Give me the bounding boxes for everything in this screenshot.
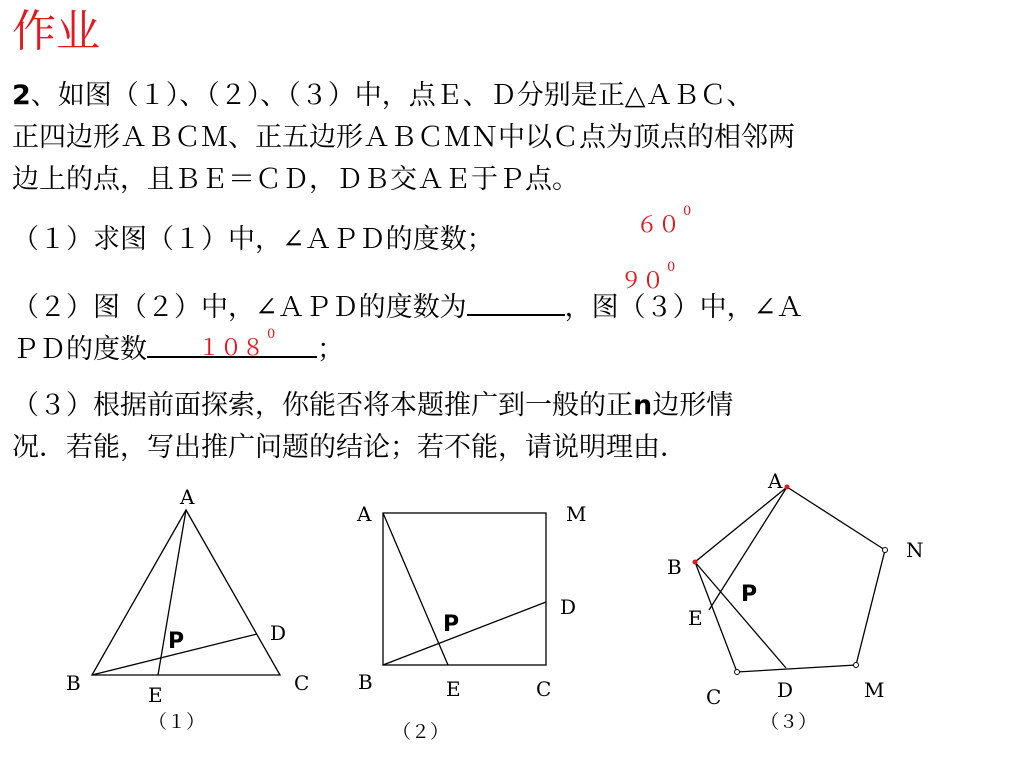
fig2-label-m: M xyxy=(566,502,587,526)
square-abcm xyxy=(383,513,546,665)
fig1-caption: （１） xyxy=(148,711,206,733)
fig2-label-p: P xyxy=(443,612,460,637)
fig3-label-m: M xyxy=(864,678,885,702)
vertex-dot-c xyxy=(735,670,740,675)
vertex-dot-a xyxy=(785,485,790,490)
figure-3-pentagon xyxy=(695,487,885,672)
figure-1-equilateral-triangle xyxy=(92,510,280,675)
fig1-label-p: P xyxy=(168,629,185,654)
fig1-label-a: A xyxy=(180,485,195,509)
fig3-caption: （３） xyxy=(760,711,818,733)
fig3-label-a: A xyxy=(768,469,783,493)
triangle-abc xyxy=(92,510,280,675)
vertex-dot-m xyxy=(854,663,859,668)
fig1-label-c: C xyxy=(294,671,310,695)
fig1-label-e: E xyxy=(148,683,163,707)
fig1-label-b: B xyxy=(66,671,81,695)
fig3-label-e: E xyxy=(688,606,703,630)
question-2-line-2: ＰＤ的度数 ； xyxy=(12,326,344,370)
vertex-dot-b xyxy=(693,560,698,565)
problem-line-2: 正四边形ＡＢＣＭ、正五边形ＡＢＣＭＮ中以Ｃ点为顶点的相邻两 xyxy=(12,122,795,153)
fig3-label-b: B xyxy=(667,555,682,579)
answer-q2-fig2: $90^0$ xyxy=(620,260,676,294)
segment-bd-2 xyxy=(383,602,546,665)
problem-line-3: 边上的点，且ＢＥ＝ＣＤ，ＤＢ交ＡＥ于Ｐ点。 xyxy=(12,164,579,195)
page-title: 作业 xyxy=(12,6,100,57)
question-1: （１）求图（１）中，∠ＡＰＤ的度数； xyxy=(12,224,494,255)
fig2-caption: （２） xyxy=(392,721,450,743)
fig3-label-p: P xyxy=(741,582,758,607)
fig2-label-b: B xyxy=(358,670,373,694)
segment-ae-2 xyxy=(383,513,448,665)
pentagon-vertex-dots xyxy=(693,485,888,675)
problem-number: 2 xyxy=(12,80,31,111)
fig1-label-d: D xyxy=(270,621,287,645)
answer-q2-fig3: $108^0$ xyxy=(198,327,276,361)
fig2-label-a: A xyxy=(357,502,372,526)
fig2-label-c: C xyxy=(536,677,552,701)
problem-text-1: 、如图（１）、（２）、（３）中，点Ｅ、Ｄ分别是正△ＡＢＣ、 xyxy=(30,80,754,111)
vertex-dot-n xyxy=(883,548,888,553)
figure-2-square xyxy=(383,513,546,665)
fig2-label-e: E xyxy=(446,677,461,701)
question-3-line-2: 况．若能，写出推广问题的结论；若不能，请说明理由． xyxy=(12,432,687,463)
segment-bd-3 xyxy=(695,562,786,668)
answer-q1: $60^0$ xyxy=(636,204,692,238)
fig3-label-d: D xyxy=(777,678,794,702)
fig3-label-c: C xyxy=(706,685,722,709)
question-2-line-1: （２）图（２）中，∠ＡＰＤ的度数为 ，图（３）中，∠Ａ xyxy=(12,284,803,328)
fig2-label-d: D xyxy=(560,595,577,619)
fig3-label-n: N xyxy=(906,538,924,562)
pentagon-abcmn xyxy=(695,487,885,672)
question-3-line-1: （３）根据前面探索，你能否将本题推广到一般的正n边形情 xyxy=(12,390,734,421)
